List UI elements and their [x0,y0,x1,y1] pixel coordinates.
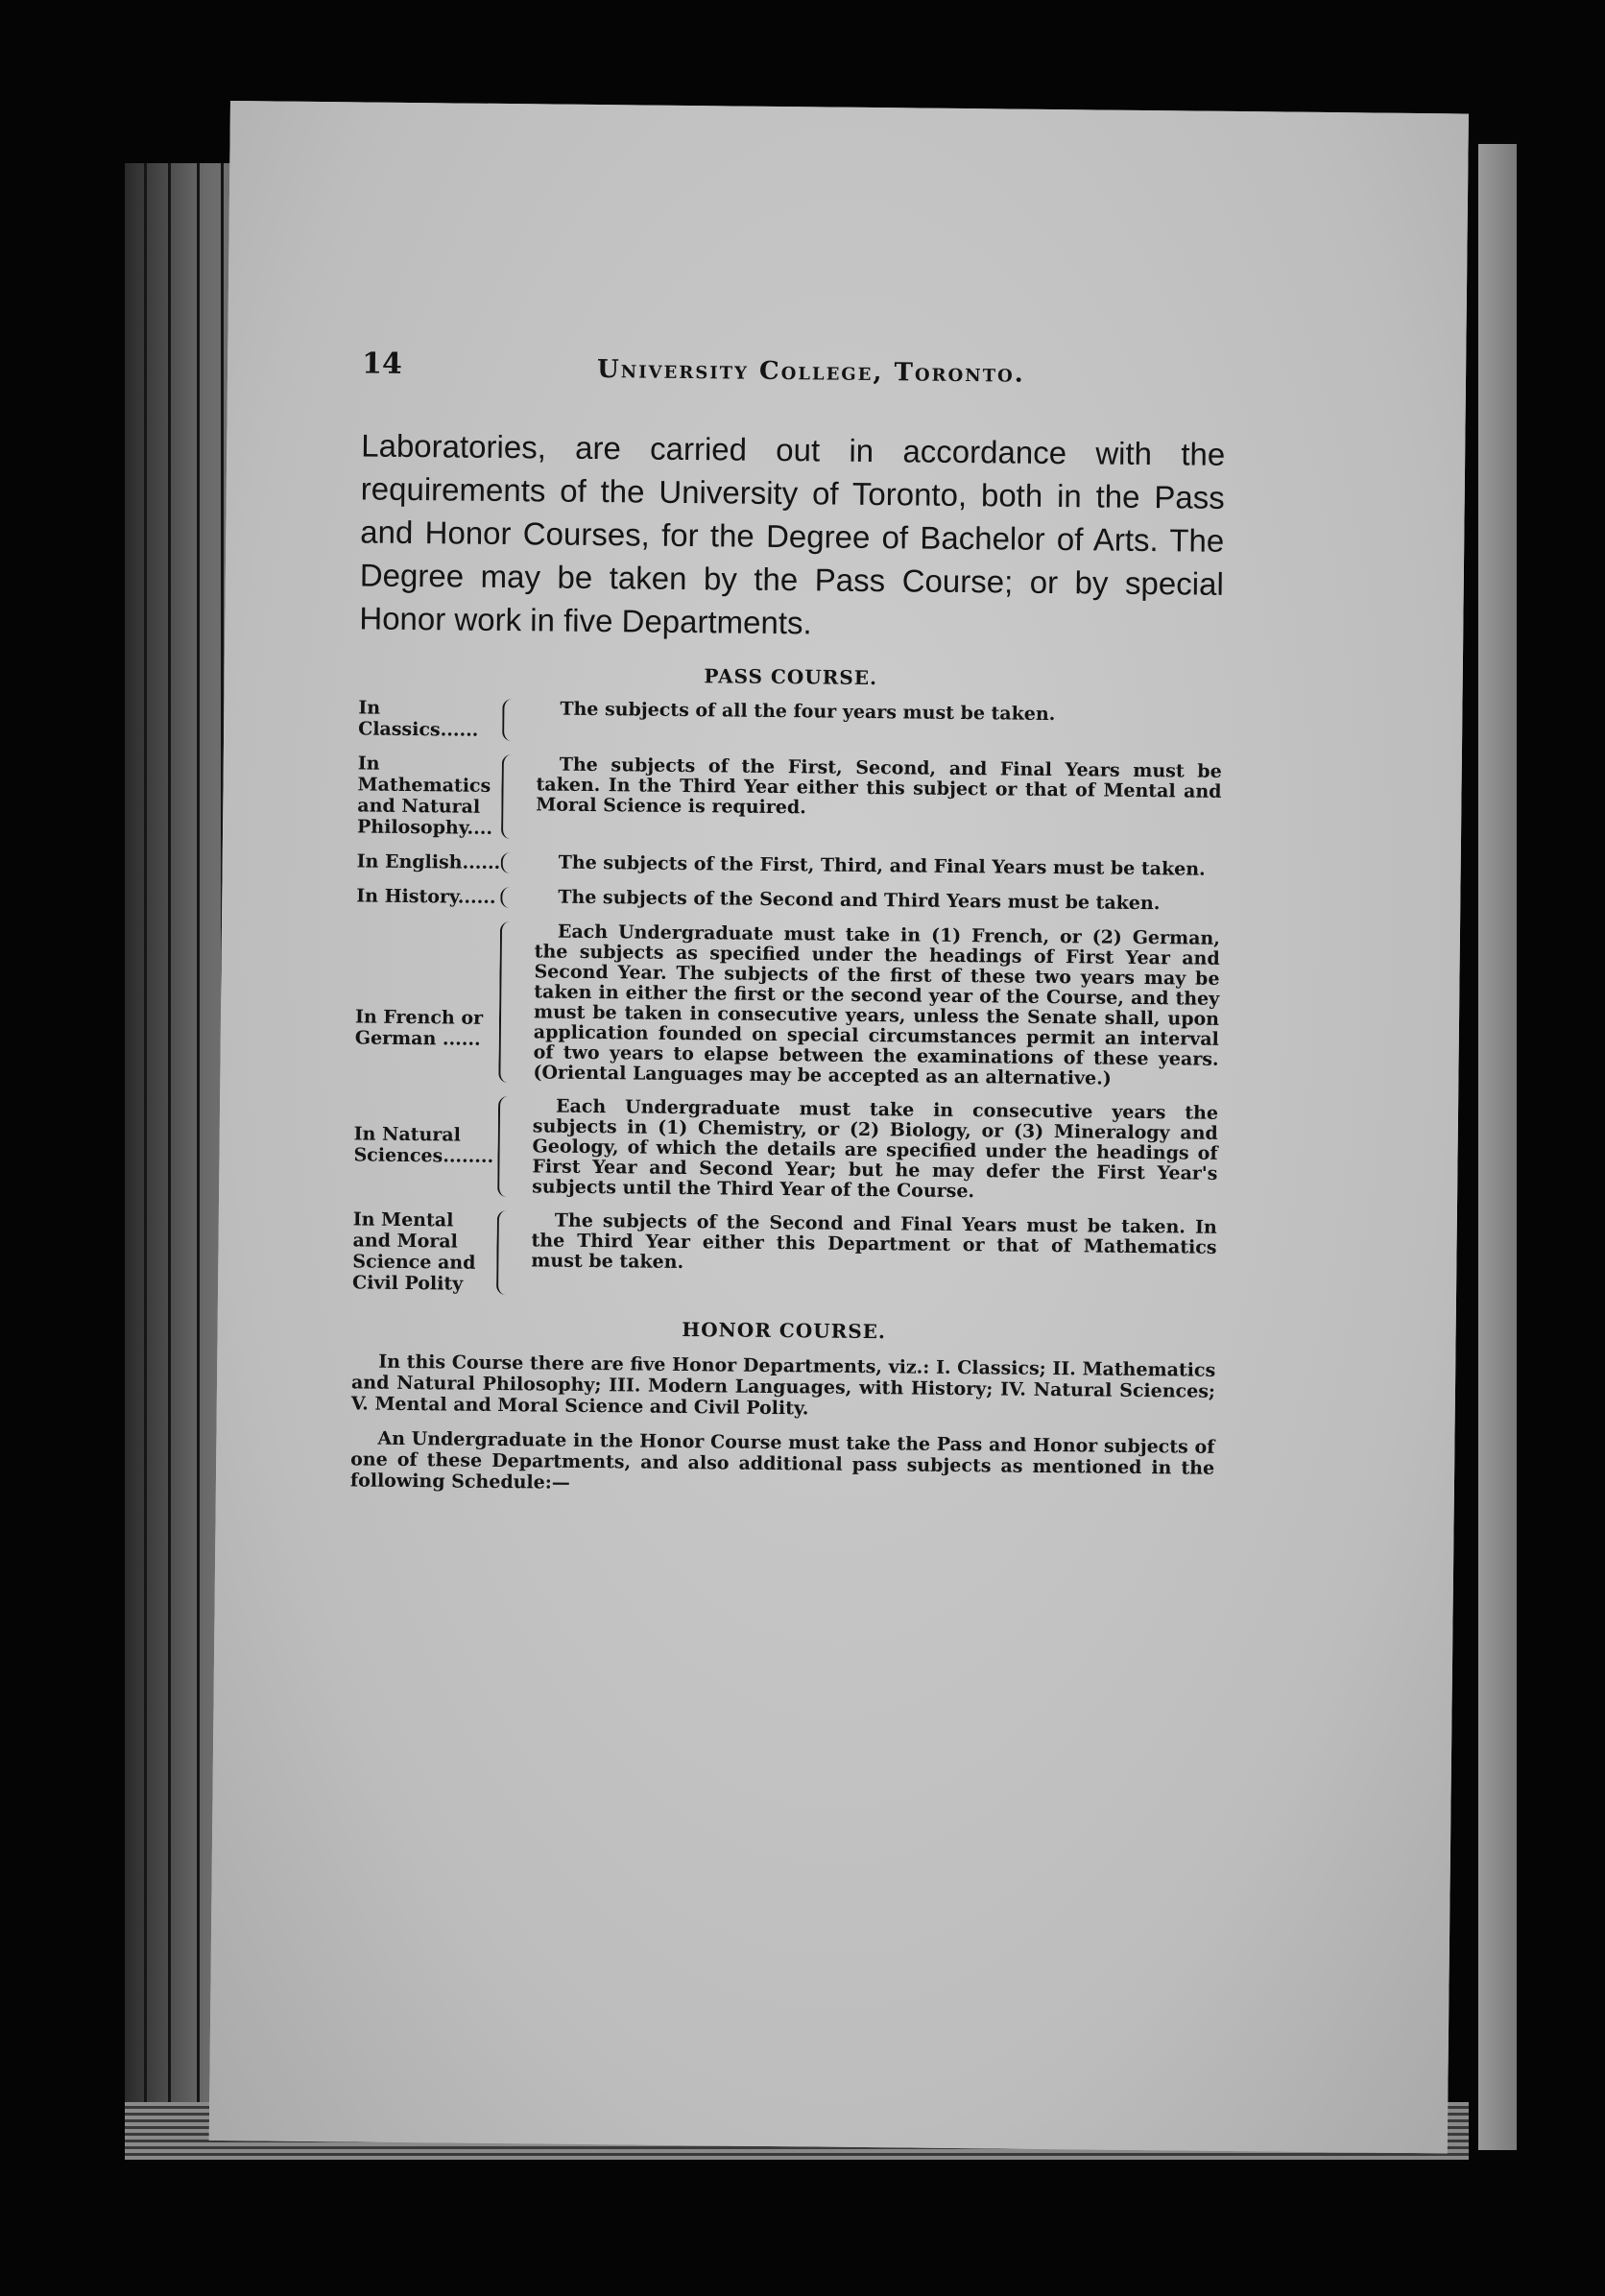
page-edge-line [144,163,147,2141]
row-label: In French or German ...... [354,1006,484,1050]
intro-paragraph: Laboratories, are carried out in accordance with the requirements of the University of Toronto, both in the Pass and Honor Courses, for the Degree of Bachelor of Arts. The Degree may be taken by the Pass Course; or by special Honor work in five Departments. [359,427,1226,641]
page-edge-line [197,163,200,2141]
row-label: In English...... [356,850,501,873]
honor-course-title: HONOR COURSE. [682,1317,887,1344]
page-header [362,347,1227,413]
row-text: The subjects of all the four years must be taken. [560,698,1056,726]
brace [501,852,524,873]
brace [496,1210,520,1295]
course-row-english [357,850,1221,880]
row-text: Each Undergraduate must take in consecutive years the subjects in (1) Chemistry, or (2) Biology, or (3) Mineralogy and Geology, of which the details are specified under the headings of First Year and Second Year; but he may defer the First Year's subjects until the Third Year of the Course. [532,1095,1219,1203]
page-edge-line [168,163,171,2141]
brace [502,699,525,741]
brace [498,921,523,1083]
pass-course-title: PASS COURSE. [704,664,878,690]
page-number: 14 [361,347,403,381]
scanned-page [209,101,1469,2153]
row-label: In Classics...... [358,697,479,741]
course-row-natural-sciences [353,1094,1218,1204]
row-text: The subjects of the Second and Final Years must be taken. In the Third Year either this Department or that of Mathematics must be taken. [531,1209,1217,1274]
row-label: In Mathematics and Natural Philosophy.... [356,753,493,839]
course-row-mathematics [357,753,1222,846]
course-row-classics [358,697,1222,748]
row-text: The subjects of the First, Second, and Final Years must be taken. In the Third Year either this subject or that of Mental and Moral Science is required. [536,753,1222,819]
facing-page-edge [1478,144,1517,2150]
brace [497,1096,521,1197]
row-label: In History...... [356,885,496,908]
course-row-mental-moral [352,1208,1217,1302]
brace [500,887,523,908]
row-text: The subjects of the Second and Third Years must be taken. [558,886,1161,915]
row-text: The subjects of the First, Third, and Final Years must be taken. [558,851,1206,880]
running-head: University College, Toronto. [596,355,1025,389]
row-text: Each Undergraduate must take in (1) French, or (2) German, the subjects as specified under the headings of First Year and Second Year. The subjects of the first of these two years may be taken in either the first or the second year of the Course, and they must be taken in consecutive years, unless the Senate shall, upon application founded on special circumstances permit an interval of two years to elapse between the examinations of these years. (Oriental Languages may be accepted as an alternative.) [533,921,1221,1089]
page-content [350,347,1227,1513]
course-row-french-german [354,920,1220,1089]
course-row-history [356,885,1220,915]
honor-paragraph: An Undergraduate in the Honor Course must take the Pass and Honor subjects of one of these Departments, and also additional pass subjects as mentioned in the following Schedule:— [349,1427,1215,1494]
row-label: In Natural Sciences........ [353,1123,494,1167]
honor-paragraph: In this Course there are five Honor Departments, viz.: I. Classics; II. Mathematics and Natural Philosophy; III. Modern Languages, with History; IV. Natural Sciences; V. Mental and Moral Science and Civil Polity. [350,1351,1216,1420]
row-label: In Mental and Moral Science and Civil Polity [351,1208,476,1295]
brace [501,754,525,839]
